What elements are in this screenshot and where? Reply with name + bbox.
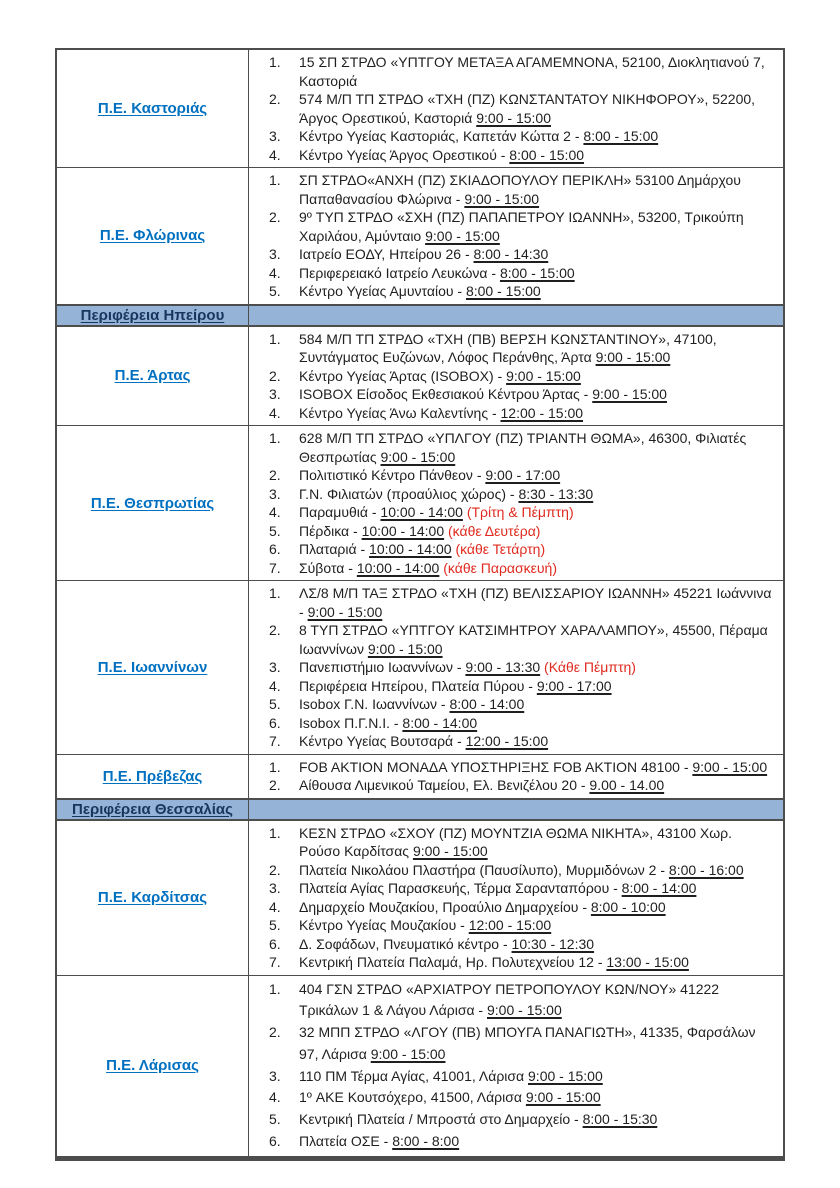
location-text: Ιατρείο ΕΟΔΥ, Ηπείρου 26 -	[299, 246, 474, 262]
time-range: 9:00 - 15:00	[425, 227, 500, 244]
item-number: 4.	[269, 677, 281, 694]
location-text: Πολιτιστικό Κέντρο Πάνθεον -	[299, 467, 486, 483]
time-range: 9:00 - 15:00	[412, 843, 488, 859]
region-link[interactable]: Π.Ε. Θεσπρωτίας	[90, 494, 215, 512]
time-range: 8:00 - 15:00	[499, 264, 575, 281]
time-range: 12:00 - 15:00	[465, 733, 549, 749]
table-row	[57, 820, 783, 975]
time-range: 9:00 - 15:00	[307, 603, 383, 620]
time-range: 8:00 - 16:00	[668, 861, 744, 878]
location-item	[269, 367, 775, 386]
time-range: 9:00 - 15:00	[525, 1089, 601, 1106]
item-number: 1.	[269, 824, 281, 841]
item-number: 6.	[269, 714, 281, 731]
location-item	[269, 559, 775, 578]
time-range: 9:00 - 15:00	[506, 367, 581, 384]
item-number: 7.	[269, 733, 281, 749]
location-text: Κέντρο Υγείας Αμυνταίου -	[299, 283, 466, 299]
location-item	[269, 1131, 775, 1153]
item-number: 4.	[269, 898, 281, 915]
item-number: 7.	[269, 954, 281, 970]
time-range: 9:00 - 15:00	[592, 386, 667, 402]
time-range: 9:00 - 15:00	[367, 640, 443, 657]
table-row	[57, 326, 783, 426]
time-range: 8:00 - 14:00	[449, 696, 525, 712]
time-range: 9:00 - 17:00	[536, 677, 612, 694]
location-text: Κεντρική Πλατεία / Μπροστά στο Δημαρχείο -	[299, 1111, 583, 1128]
location-text: 1º ΑΚΕ Κουτσόχερο, 41500, Λάρισα	[299, 1089, 526, 1106]
item-number: 2.	[269, 367, 281, 384]
region-cell	[57, 581, 249, 754]
item-number: 6.	[269, 541, 281, 557]
time-range: 12:00 - 15:00	[500, 404, 584, 421]
schedule-table	[55, 48, 785, 1161]
location-item	[269, 898, 775, 917]
time-range: 8:00 - 15:00	[583, 128, 659, 144]
region-cell	[57, 821, 249, 975]
location-item	[269, 732, 775, 751]
section-header-empty-cell	[249, 306, 783, 325]
location-item	[269, 385, 775, 404]
location-text: 8 ΤΥΠ ΣΤΡΔΟ «ΥΠΤΓΟΥ ΚΑΤΣΙΜΗΤΡΟΥ ΧΑΡΑΛΑΜΠΟΥ», 45500, Πέραμα Ιωαννίνων	[299, 622, 768, 657]
item-number: 5.	[269, 1111, 281, 1128]
time-range: 9:00 - 15:00	[595, 349, 671, 365]
time-range: 9:00 - 15:00	[487, 1002, 562, 1019]
location-text: 574 Μ/Π ΤΠ ΣΤΡΔΟ «ΤΧΗ (ΠΖ) ΚΩΝΣΤΑΝΤΑΤΟΥ ΝΙΚΗΦΟΡΟΥ», 52200, Άργος Ορεστικού, Καστοριά	[299, 91, 756, 126]
time-range: 8:00 - 15:00	[465, 283, 541, 299]
time-range: 8:00 - 14:30	[473, 246, 549, 262]
location-list	[249, 53, 775, 164]
region-link[interactable]: Π.Ε. Άρτας	[114, 367, 191, 385]
location-text: Πλαταριά -	[299, 541, 370, 557]
location-item	[269, 1022, 775, 1066]
region-cell	[57, 168, 249, 304]
location-item	[269, 695, 775, 714]
location-text: 628 Μ/Π ΤΠ ΣΤΡΔΟ «ΥΠΛΓΟΥ (ΠΖ) ΤΡΙΑΝΤΗ ΘΩΜΑ», 46300, Φιλιατές Θεσπρωτίας	[299, 430, 747, 465]
region-cell	[57, 976, 249, 1156]
locations-cell	[249, 327, 783, 426]
item-number: 5.	[269, 917, 281, 933]
location-item	[269, 979, 775, 1023]
time-range: 9:00 - 17:00	[485, 467, 561, 483]
location-text: Πλατεία Νικολάου Πλαστήρα (Παυσίλυπο), Μυρμιδόνων 2 -	[299, 861, 669, 878]
item-number: 2.	[269, 861, 281, 878]
location-item	[269, 208, 775, 245]
day-note: (κάθε Δευτέρα)	[448, 522, 541, 539]
location-item	[269, 953, 775, 972]
location-text: Isobox Γ.Ν. Ιωαννίνων -	[299, 696, 450, 712]
time-range: 8:00 - 14:00	[621, 880, 697, 896]
time-range: 8:30 - 13:30	[518, 485, 594, 502]
locations-cell	[249, 755, 783, 798]
location-item	[269, 879, 775, 898]
item-number: 1.	[269, 758, 281, 775]
time-range: 9:00 - 13:30	[465, 659, 541, 675]
location-item	[269, 677, 775, 696]
item-number: 1.	[269, 430, 281, 446]
location-text: Κεντρική Πλατεία Παλαμά, Ηρ. Πολυτεχνείου 12 -	[299, 954, 607, 970]
time-range: 9:00 - 15:00	[528, 1067, 603, 1084]
location-text: Δημαρχείο Μουζακίου, Προαύλιο Δημαρχείου -	[299, 898, 591, 915]
location-item	[269, 1109, 775, 1131]
location-item	[269, 658, 775, 677]
time-range: 9:00 - 15:00	[464, 190, 540, 207]
region-link[interactable]: Π.Ε. Ιωαννίνων	[97, 658, 208, 676]
location-text: Παραμυθιά -	[299, 504, 381, 520]
locations-cell	[249, 821, 783, 975]
table-row	[57, 50, 783, 167]
location-text: Περιφερειακό Ιατρείο Λευκώνα -	[299, 264, 500, 281]
section-header-cell	[57, 800, 249, 819]
item-number: 4.	[269, 146, 281, 163]
region-cell	[57, 50, 249, 167]
item-number: 4.	[269, 504, 281, 520]
time-range: 9.00 - 14.00	[589, 777, 665, 793]
location-text: 584 Μ/Π ΤΠ ΣΤΡΔΟ «ΤΧΗ (ΠΒ) ΒΕΡΣΗ ΚΩΝΣΤΑΝΤΙΝΟΥ», 47100, Συντάγματος Ευζώνων, Λόφος Περάνθης, Άρτα	[299, 330, 717, 365]
location-text: 32 ΜΠΠ ΣΤΡΔΟ «ΛΓΟΥ (ΠΒ) ΜΠΟΥΓΑ ΠΑΝΑΓΙΩΤΗ», 41335, Φαρσάλων 97, Λάρισα	[299, 1024, 756, 1062]
location-text: Πλατεία ΟΣΕ -	[299, 1133, 393, 1150]
location-item	[269, 330, 775, 367]
day-note: (κάθε Παρασκευή)	[443, 559, 557, 576]
item-number: 3.	[269, 880, 281, 896]
item-number: 2.	[269, 1024, 281, 1041]
locations-cell	[249, 426, 783, 580]
location-text: FOB AKTION ΜΟΝΑΔΑ ΥΠΟΣΤΗΡΙΞΗΣ FOB AKTION 48100 -	[299, 758, 693, 775]
time-range: 9:00 - 15:00	[370, 1045, 446, 1062]
location-item	[269, 146, 775, 165]
location-item	[269, 404, 775, 423]
item-number: 4.	[269, 1089, 281, 1106]
location-item	[269, 1087, 775, 1109]
location-item	[269, 53, 775, 90]
location-text: 110 ΠΜ Τέρμα Αγίας, 41001, Λάρισα	[299, 1067, 529, 1084]
location-list	[249, 429, 775, 577]
location-item	[269, 485, 775, 504]
table-row	[57, 580, 783, 754]
location-item	[269, 171, 775, 208]
locations-cell	[249, 976, 783, 1156]
location-text: Πλατεία Αγίας Παρασκευής, Τέρμα Σαρανταπόρου -	[299, 880, 622, 896]
location-list	[249, 758, 775, 795]
section-header-row	[57, 304, 783, 326]
region-link[interactable]: Π.Ε. Λάρισας	[106, 1057, 199, 1075]
location-text: Κέντρο Υγείας Άργος Ορεστικού -	[299, 146, 510, 163]
item-number: 3.	[269, 246, 281, 262]
item-number: 7.	[269, 559, 281, 576]
location-text: Κέντρο Υγείας Μουζακίου -	[299, 917, 469, 933]
location-list	[249, 979, 775, 1153]
time-range: 12:00 - 15:00	[468, 917, 552, 933]
section-header-empty-cell	[249, 800, 783, 819]
section-header-row	[57, 798, 783, 820]
location-item	[269, 127, 775, 146]
day-note: (κάθε Τετάρτη)	[455, 541, 546, 557]
location-text: 15 ΣΠ ΣΤΡΔΟ «ΥΠΤΓΟΥ ΜΕΤΑΞΑ ΑΓΑΜΕΜΝΟΝΑ, 52100, Διοκλητιανού 7, Καστοριά	[299, 54, 765, 89]
location-text: Κέντρο Υγείας Καστοριάς, Καπετάν Κώττα 2 -	[299, 128, 584, 144]
item-number: 4.	[269, 264, 281, 281]
location-text: Σύβοτα -	[299, 559, 357, 576]
item-number: 2.	[269, 91, 281, 107]
item-number: 2.	[269, 209, 281, 225]
item-number: 3.	[269, 386, 281, 402]
location-item	[269, 916, 775, 935]
table-row	[57, 975, 783, 1156]
time-range: 8:00 - 8:00	[392, 1133, 460, 1150]
location-item	[269, 429, 775, 466]
location-item	[269, 621, 775, 658]
section-header-label: Περιφέρεια Θεσσαλίας	[72, 800, 233, 818]
item-number: 5.	[269, 696, 281, 712]
item-number: 3.	[269, 128, 281, 144]
time-range: 8:00 - 15:30	[582, 1111, 658, 1128]
day-note: (Κάθε Πέμπτη)	[544, 659, 636, 675]
item-number: 4.	[269, 404, 281, 421]
location-text: Πανεπιστήμιο Ιωαννίνων -	[299, 659, 466, 675]
location-item	[269, 522, 775, 541]
location-text: ΛΣ/8 Μ/Π ΤΑΞ ΣΤΡΔΟ «ΤΧΗ (ΠΖ) ΒΕΛΙΣΣΑΡΙΟΥ ΙΩΑΝΝΗ» 45221 Ιωάννινα -	[299, 585, 772, 620]
section-header-label: Περιφέρεια Ηπείρου	[80, 306, 225, 324]
time-range: 8:00 - 14:00	[402, 714, 478, 731]
time-range: 8:00 - 15:00	[509, 146, 585, 163]
location-list	[249, 584, 775, 751]
item-number: 3.	[269, 659, 281, 675]
region-link[interactable]: Π.Ε. Φλώρινας	[99, 227, 206, 245]
time-range: 10:00 - 14:00	[369, 541, 452, 557]
location-text: ΚΕΣΝ ΣΤΡΔΟ «ΣΧΟΥ (ΠΖ) ΜΟΥΝΤΖΙΑ ΘΩΜΑ ΝΙΚΗΤΑ», 43100 Χωρ. Ρούσο Καρδίτσας	[299, 824, 733, 859]
location-item	[269, 935, 775, 954]
location-text: ISOBOX Είσοδος Εκθεσιακού Κέντρου Άρτας -	[299, 386, 593, 402]
item-number: 2.	[269, 777, 281, 793]
item-number: 6.	[269, 935, 281, 952]
location-item	[269, 758, 775, 777]
table-row	[57, 754, 783, 798]
item-number: 5.	[269, 522, 281, 539]
time-range: 8:00 - 10:00	[590, 898, 666, 915]
location-item	[269, 245, 775, 264]
location-list	[249, 824, 775, 972]
location-text: 404 ΓΣΝ ΣΤΡΔΟ «ΑΡΧΙΑΤΡΟΥ ΠΕΤΡΟΠΟΥΛΟΥ ΚΩΝ/ΝΟΥ» 41222 Τρικάλων 1 & Λάγου Λάρισα -	[299, 980, 720, 1019]
location-text: ΣΠ ΣΤΡΔΟ«ΑΝΧΗ (ΠΖ) ΣΚΙΑΔΟΠΟΥΛΟΥ ΠΕΡΙΚΛΗ» 53100 Δημάρχου Παπαθανασίου Φλώρινα -	[299, 172, 741, 207]
location-text: Κέντρο Υγείας Άνω Καλεντίνης -	[299, 404, 501, 421]
location-text: Κέντρο Υγείας Άρτας (ISOBOX) -	[299, 367, 507, 384]
time-range: 10:00 - 14:00	[356, 559, 440, 576]
item-number: 5.	[269, 283, 281, 299]
location-item	[269, 540, 775, 559]
time-range: 10:30 - 12:30	[511, 935, 595, 952]
time-range: 10:00 - 14:00	[380, 504, 463, 520]
region-cell	[57, 426, 249, 580]
locations-cell	[249, 581, 783, 754]
item-number: 6.	[269, 1133, 281, 1150]
location-list	[249, 171, 775, 301]
location-item	[269, 90, 775, 127]
location-item	[269, 1066, 775, 1088]
time-range: 13:00 - 15:00	[606, 954, 689, 970]
location-item	[269, 264, 775, 283]
region-link[interactable]: Π.Ε. Καστοριάς	[97, 100, 208, 117]
region-link[interactable]: Π.Ε. Πρέβεζας	[102, 767, 203, 785]
location-text: Πέρδικα -	[299, 522, 362, 539]
time-range: 10:00 - 14:00	[361, 522, 445, 539]
location-item	[269, 584, 775, 621]
item-number: 1.	[269, 172, 281, 188]
location-list	[249, 330, 775, 423]
item-number: 3.	[269, 1067, 281, 1084]
region-cell	[57, 755, 249, 798]
day-note: (Τρίτη & Πέμπτη)	[466, 504, 574, 520]
location-text: Κέντρο Υγείας Βουτσαρά -	[299, 733, 466, 749]
region-cell	[57, 327, 249, 426]
item-number: 1.	[269, 980, 281, 997]
location-text: Isobox Π.Γ.Ν.Ι. -	[299, 714, 403, 731]
item-number: 2.	[269, 467, 281, 483]
location-item	[269, 776, 775, 795]
item-number: 2.	[269, 622, 281, 638]
item-number: 3.	[269, 485, 281, 502]
locations-cell	[249, 168, 783, 304]
location-text: Γ.Ν. Φιλιατών (προαύλιος χώρος) -	[299, 485, 519, 502]
table-row	[57, 425, 783, 580]
time-range: 9:00 - 15:00	[692, 758, 768, 775]
item-number: 1.	[269, 585, 281, 601]
location-item	[269, 824, 775, 861]
section-header-cell	[57, 306, 249, 325]
location-item	[269, 861, 775, 880]
table-row	[57, 167, 783, 304]
locations-cell	[249, 50, 783, 167]
time-range: 9:00 - 15:00	[476, 109, 551, 126]
item-number: 1.	[269, 54, 281, 70]
time-range: 9:00 - 15:00	[380, 448, 456, 465]
location-text: Περιφέρεια Ηπείρου, Πλατεία Πύρου -	[299, 677, 537, 694]
location-item	[269, 282, 775, 301]
region-link[interactable]: Π.Ε. Καρδίτσας	[97, 889, 208, 906]
location-text: Αίθουσα Λιμενικού Ταμείου, Ελ. Βενιζέλου 20 -	[299, 777, 590, 793]
item-number: 1.	[269, 330, 281, 347]
location-item	[269, 503, 775, 522]
location-text: Δ. Σοφάδων, Πνευματικό κέντρο -	[299, 935, 512, 952]
location-text: 9º ΤΥΠ ΣΤΡΔΟ «ΣΧΗ (ΠΖ) ΠΑΠΑΠΕΤΡΟΥ ΙΩΑΝΝΗ», 53200, Τρικούπη Χαριλάου, Αμύνταιο	[299, 209, 744, 244]
location-item	[269, 466, 775, 485]
location-item	[269, 714, 775, 733]
